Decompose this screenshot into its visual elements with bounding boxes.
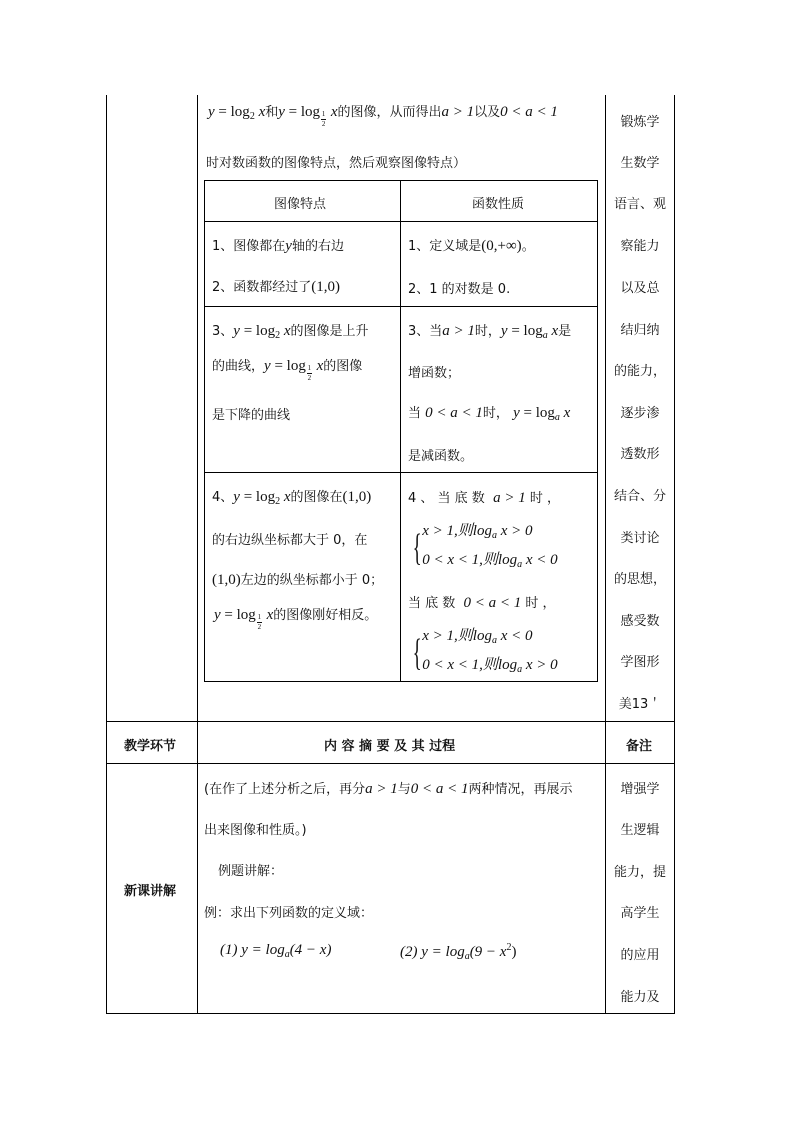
r1-left-line2: 2、函数都经过了(1,0) (212, 279, 341, 295)
header-teaching-stage: 教学环节 (124, 739, 177, 754)
col-divider-1 (197, 95, 198, 1014)
inner-row1-bottom (204, 306, 598, 307)
r2-left-line3: 是下降的曲线 (212, 408, 291, 423)
side-note-upper-13: 学图形 (620, 655, 660, 670)
lower-p4: 例：求出下列函数的定义域： (204, 906, 374, 921)
side-note-upper-0: 锻炼学 (620, 115, 660, 130)
inner-header-bottom (204, 221, 598, 222)
r2-right-line3: 当 0 < a < 1时， $y = \log_a x$ (408, 405, 571, 423)
side-note-lower-3: 高学生 (620, 906, 660, 921)
side-note-upper-12: 感受数 (620, 614, 660, 629)
side-note-upper-14: 美13＇ (618, 697, 662, 712)
side-note-upper-8: 透数形 (620, 447, 660, 462)
side-note-lower-0: 增强学 (620, 782, 660, 797)
side-note-upper-7: 逐步渗 (620, 406, 660, 421)
r3-right-line2: 当 底 数 0 < a < 1 时 ， (408, 595, 556, 611)
r1-right-line2: 2、1 的对数是 0. (408, 282, 511, 297)
outer-left-border (106, 95, 107, 1014)
side-note-upper-2: 语言、观 (613, 197, 666, 212)
outer-right-border (674, 95, 675, 1014)
side-note-upper-9: 结合、分 (613, 489, 666, 504)
example-2: (2) $y = \log_a(9 - x^2)$ (400, 942, 517, 962)
r2-right-line1: 3、当a > 1时，$y = \log_a x$是 (408, 323, 572, 341)
r3-right-cases-2: { x > 1,则$\log_a x < 0$ 0 < x < 1,则$\log_a x > 0$ (412, 628, 558, 675)
header-content-summary: 内 容 摘 要 及 其 过程 (324, 739, 456, 754)
r3-left-line4: y = log $\frac{1}{2}$ x的图像刚好相反。 (214, 607, 378, 631)
lower-p2: 出来图像和性质。) (204, 823, 307, 838)
lower-p1: (在作了上述分析之后，再分a > 1与0 < a < 1两种情况，再展示 (204, 781, 573, 797)
side-note-upper-4: 以及总 (620, 281, 660, 296)
header-row-bottom (106, 763, 675, 764)
example-1: (1) $y = \log_a(4 - x)$ (220, 942, 332, 960)
header-remarks: 备注 (626, 739, 653, 754)
r3-left-line1: 4、$y = \log_2 x$的图像在(1,0) (212, 489, 372, 507)
r1-right-line1: 1、定义域是(0,+∞)。 (408, 238, 535, 254)
side-note-lower-5: 能力及 (620, 990, 660, 1005)
lower-p3: 例题讲解： (218, 864, 284, 879)
side-note-lower-4: 的应用 (620, 948, 660, 963)
inner-col-divider (400, 180, 401, 682)
r3-left-line3: (1,0)左边的纵坐标都小于 0； (212, 572, 384, 588)
inner-row2-bottom (204, 472, 598, 473)
side-note-upper-11: 的思想， (613, 572, 666, 587)
stage-new-lesson: 新课讲解 (124, 884, 177, 899)
side-note-upper-5: 结归纳 (620, 323, 660, 338)
r3-right-line1: 4 、 当 底 数 a > 1 时 ， (408, 490, 560, 506)
side-note-lower-2: 能力，提 (613, 865, 666, 880)
intro-line-2: 时对数函数的图像特点，然后观察图像特点） (206, 156, 467, 171)
side-note-upper-10: 类讨论 (620, 531, 660, 546)
side-note-upper-3: 察能力 (620, 239, 660, 254)
r2-right-line2: 增函数； (408, 366, 461, 381)
intro-line-1: $y = \log_2 x$和y = log $\frac{1}{2}$ x的图像，从而得出a > 1以及0 < a < 1 (208, 104, 558, 128)
upper-row-bottom (106, 721, 675, 722)
side-note-upper-1: 生数学 (620, 156, 660, 171)
r2-left-line2: 的曲线，y = log $\frac{1}{2}$ x的图像 (212, 358, 363, 382)
side-note-upper-6: 的能力， (613, 364, 666, 379)
side-note-lower-1: 生逻辑 (620, 823, 660, 838)
r2-right-line4: 是减函数。 (408, 449, 474, 464)
header-function-properties: 函数性质 (472, 197, 525, 212)
outer-bottom-border (106, 1013, 675, 1014)
r1-left-line1: 1、图像都在y轴的右边 (212, 238, 344, 254)
r3-left-line2: 的右边纵坐标都大于 0，在 (212, 533, 368, 548)
r3-right-cases-1: { x > 1,则$\log_a x > 0$ 0 < x < 1,则$\log_a x < 0$ (412, 523, 558, 570)
header-image-features: 图像特点 (274, 197, 327, 212)
intro-he: 和 (265, 105, 279, 120)
r2-left-line1: 3、$y = \log_2 x$的图像是上升 (212, 323, 369, 341)
